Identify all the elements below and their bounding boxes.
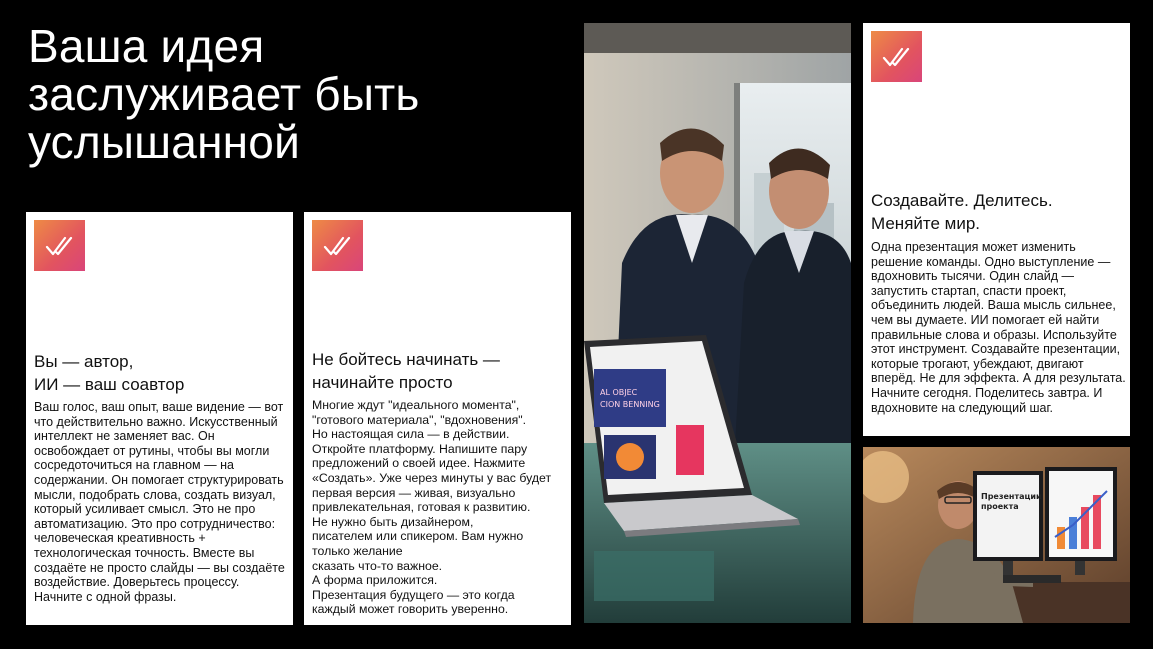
card-share: [863, 23, 1130, 436]
body-line: Не нужно быть дизайнером,: [312, 514, 474, 529]
double-check-icon: [312, 220, 363, 271]
double-check-icon: [871, 31, 922, 82]
card-title-line: Меняйте мир.: [871, 214, 981, 233]
card-title: [312, 348, 564, 394]
body-line: Многие ждут "идеального момента",: [312, 398, 520, 412]
office-photo: [584, 23, 851, 623]
body-line: первая версия — живая, визуально: [312, 485, 516, 500]
page-headline: Ваша идея заслуживает быть услышанной: [28, 20, 420, 168]
card-body: Ваш голос, ваш опыт, ваше видение — вот что действительно важно. Искусственный интеллект не заменяет вас. Он освобождает от рутины, чтобы вы могли сосредоточиться на главном — на содержании. Он помогает структурировать мысли, подобрать слова, создать визуал, который усиливает смысл. Это не про автоматизацию. Это про сотрудничество: человеческая креативность + технологическая точность. Вместе вы создаёте не просто слайды — вы создаёте воздействие. Доверьтесь процессу. Начните с одной фразы.: [34, 400, 285, 604]
body-line: Но настоящая сила — в действии.: [312, 427, 510, 442]
card-title-line: начинайте просто: [312, 373, 453, 392]
card-title-line: Не бойтесь начинать —: [312, 350, 500, 369]
laptop-screen-text: AL OBJEC: [600, 388, 638, 397]
body-line: сказать что-то важное.: [312, 558, 443, 573]
card-start: [304, 212, 571, 625]
body-line: предложений о своей идее. Нажмите: [312, 456, 526, 471]
body-line: привлекательная, готовая к развитию.: [312, 500, 531, 515]
body-line: каждый может говорить уверенно.: [312, 602, 509, 617]
card-author: [26, 212, 293, 625]
body-line: А форма приложится.: [312, 573, 438, 588]
card-title-line: ИИ — ваш соавтор: [34, 375, 185, 394]
card-title-line: Создавайте. Делитесь.: [871, 191, 1053, 210]
laptop-screen-text: CION BENNING: [600, 400, 660, 409]
card-body: Одна презентация может изменить решение команды. Одно выступление — вдохновить тысячи. Один слайд — запустить стартап, спасти проект, объединить людей. Ваша мысль сильнее, чем вы думаете. ИИ помогает ей найти правильные слова и образы. Используйте этот инструмент. Создавайте презентации, которые трогают, убеждают, двигают вперёд. Не для эффекта. А для результата. Начните сегодня. Поделитесь завтра. И вдохновите на следующий шаг.: [871, 240, 1126, 415]
card-body: [312, 398, 568, 617]
monitor-text: Презентации: [981, 492, 1042, 501]
desk-photo: [863, 447, 1130, 623]
card-title: [871, 189, 1123, 235]
double-check-icon: [34, 220, 85, 271]
body-line: "готового материала", "вдохновения".: [312, 412, 527, 427]
body-line: Презентация будущего — это когда: [312, 587, 515, 602]
body-line: только желание: [312, 543, 403, 558]
body-line: писателем или спикером. Вам нужно: [312, 529, 524, 544]
body-line: «Создать». Уже через минуты у вас будет: [312, 470, 552, 485]
card-title-line: Вы — автор,: [34, 352, 134, 371]
card-title: [34, 350, 286, 396]
body-line: Откройте платформу. Напишите пару: [312, 441, 528, 456]
monitor-text: проекта: [981, 502, 1019, 511]
